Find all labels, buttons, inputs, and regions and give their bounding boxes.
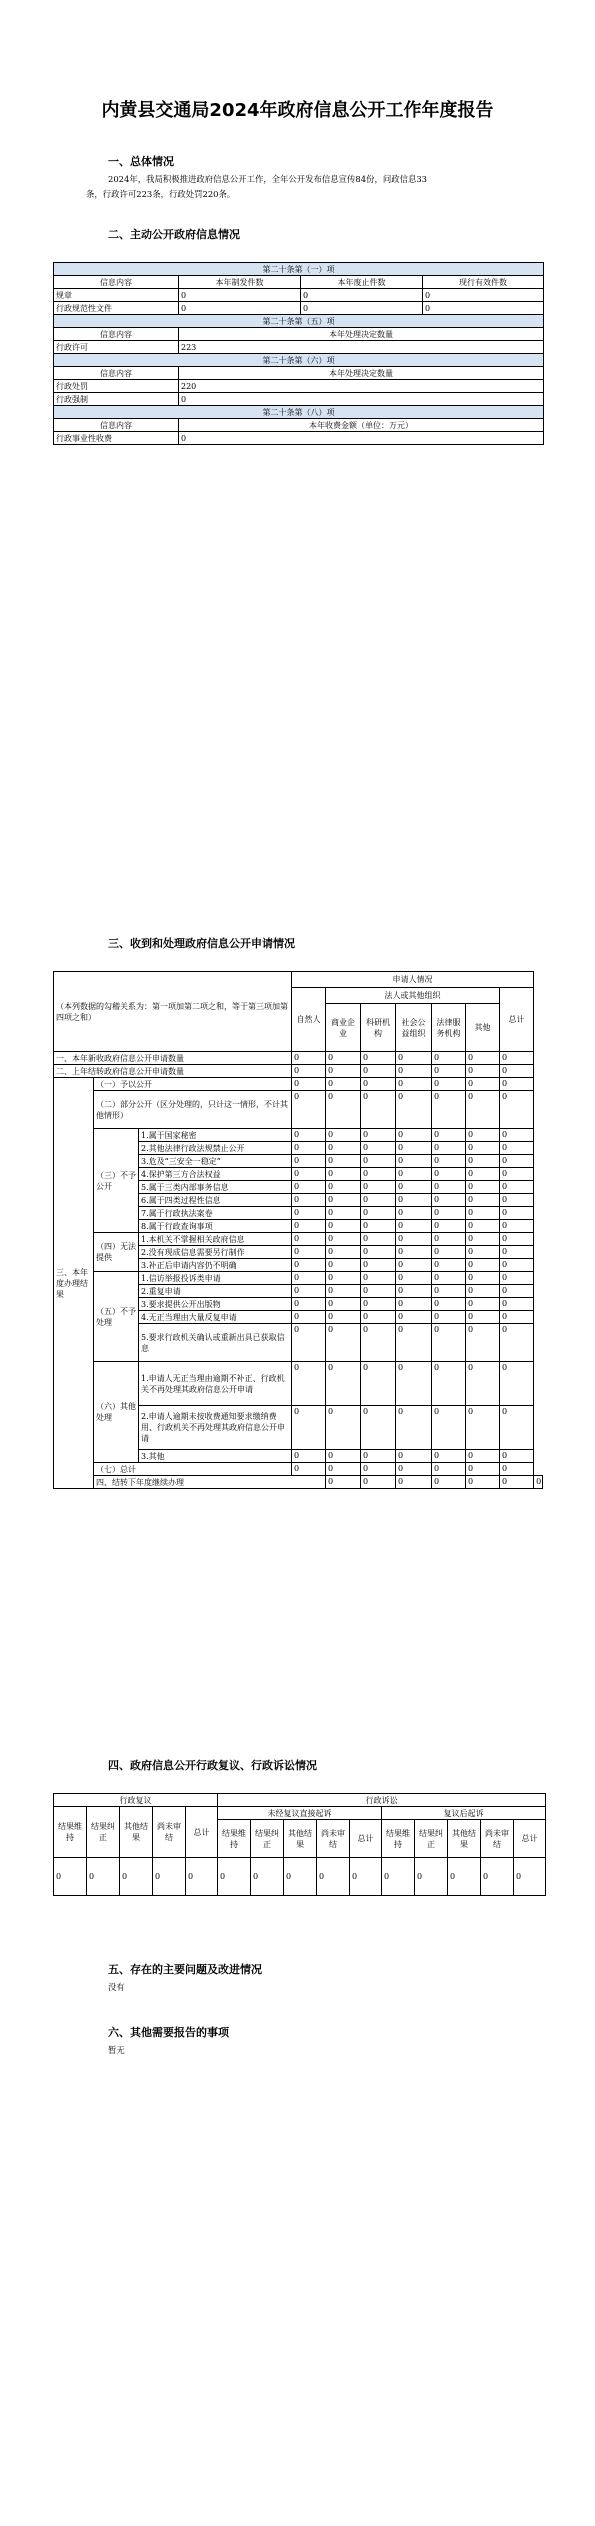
- col-header: 自然人: [292, 988, 326, 1052]
- value-cell: 0: [292, 1406, 326, 1450]
- value-cell: 0: [361, 1052, 396, 1065]
- value-cell: 0: [292, 1091, 326, 1129]
- value-cell: 0: [284, 1858, 317, 1896]
- value-cell: 0: [326, 1220, 361, 1233]
- row-label: 4.保护第三方合法权益: [139, 1168, 292, 1181]
- value-cell: 0: [292, 1450, 326, 1463]
- value-cell: 0: [361, 1324, 396, 1362]
- value-cell: 0: [432, 1463, 466, 1476]
- value-cell: 0: [432, 1406, 466, 1450]
- value-cell: 0: [326, 1233, 361, 1246]
- row-label: 1.信访举报投诉类申请: [139, 1272, 292, 1285]
- section-heading-requests: 三、收到和处理政府信息公开申请情况: [108, 937, 295, 950]
- row-label: 6.属于四类过程性信息: [139, 1194, 292, 1207]
- value-cell: 0: [466, 1052, 500, 1065]
- value-cell: 0: [432, 1142, 466, 1155]
- row-label: 3.其他: [139, 1450, 292, 1463]
- value-cell: 0: [500, 1311, 534, 1324]
- value-cell: 0: [361, 1078, 396, 1091]
- value-cell: 0: [361, 1168, 396, 1181]
- section-heading-review-litigation: 四、政府信息公开行政复议、行政诉讼情况: [108, 1759, 317, 1772]
- value-cell: 0: [292, 1129, 326, 1142]
- value-cell: 0: [87, 1858, 120, 1896]
- value-cell: 0: [415, 1858, 448, 1896]
- value-cell: 0: [396, 1220, 432, 1233]
- problems-text: 没有: [108, 1982, 125, 1992]
- overview-line-1: 2024年，我局积极推进政府信息公开工作，全年公开发布信息宣传84份，问政信息33: [108, 174, 427, 184]
- value-cell: 0: [432, 1091, 466, 1129]
- value-cell: 0: [361, 1246, 396, 1259]
- row-label: 1.申请人无正当理由逾期不补正、行政机关不再处理其政府信息公开申请: [139, 1362, 292, 1406]
- value-cell: 0: [466, 1463, 500, 1476]
- value-cell: 0: [292, 1207, 326, 1220]
- proactive-disclosure-table: [53, 262, 544, 445]
- table-cell: 行政处罚: [54, 380, 179, 393]
- value-cell: 0: [466, 1065, 500, 1078]
- row-label: 四、结转下年度继续办理: [94, 1476, 326, 1489]
- value-cell: 0: [466, 1078, 500, 1091]
- value-cell: 0: [500, 1324, 534, 1362]
- table-cell: 0: [423, 289, 544, 302]
- value-cell: 0: [326, 1052, 361, 1065]
- col-header: 社会公益组织: [396, 1004, 432, 1052]
- other-text: 暂无: [108, 2045, 125, 2055]
- value-cell: 0: [466, 1194, 500, 1207]
- review-col-header: 总计: [186, 1807, 218, 1858]
- value-cell: 0: [292, 1052, 326, 1065]
- value-cell: 0: [292, 1272, 326, 1285]
- value-cell: 0: [500, 1246, 534, 1259]
- value-cell: 0: [396, 1362, 432, 1406]
- value-cell: 0: [534, 1476, 543, 1489]
- value-cell: 0: [361, 1272, 396, 1285]
- value-cell: 0: [396, 1324, 432, 1362]
- lit-direct-header: 未经复议直接起诉: [218, 1807, 382, 1820]
- col-header: 其他: [466, 1004, 500, 1052]
- value-cell: 0: [326, 1078, 361, 1091]
- value-cell: 0: [292, 1065, 326, 1078]
- value-cell: 0: [396, 1091, 432, 1129]
- value-cell: 0: [361, 1311, 396, 1324]
- value-cell: 0: [361, 1450, 396, 1463]
- lit-col-header: 结果维持: [382, 1820, 415, 1858]
- row-label: 2.申请人逾期未按收费通知要求缴纳费用、行政机关不再处理其政府信息公开申请: [139, 1406, 292, 1450]
- value-cell: 0: [120, 1858, 153, 1896]
- value-cell: 0: [292, 1324, 326, 1362]
- table-cell: 0: [423, 302, 544, 315]
- value-cell: 0: [326, 1142, 361, 1155]
- lit-col-header: 总计: [514, 1820, 546, 1858]
- review-col-header: 结果纠正: [87, 1807, 120, 1858]
- col-header: 信息内容: [54, 419, 179, 432]
- value-cell: 0: [500, 1362, 534, 1406]
- value-cell: 0: [466, 1246, 500, 1259]
- section-heading-proactive: 二、主动公开政府信息情况: [108, 228, 240, 241]
- row-label: 3.危及“三安全一稳定”: [139, 1155, 292, 1168]
- row-label: 2.重复申请: [139, 1285, 292, 1298]
- value-cell: 0: [292, 1181, 326, 1194]
- col-header: 现行有效件数: [423, 276, 544, 289]
- requests-note: （本列数据的勾稽关系为：第一项加第二项之和，等于第三项加第四项之和）: [54, 972, 292, 1052]
- review-header: 行政复议: [54, 1794, 218, 1807]
- row-label: （七）总计: [94, 1463, 292, 1476]
- value-cell: 0: [466, 1298, 500, 1311]
- value-cell: 0: [466, 1129, 500, 1142]
- col-header: 商业企业: [326, 1004, 361, 1052]
- sub-group-label: （三）不予公开: [94, 1129, 139, 1233]
- value-cell: 0: [466, 1272, 500, 1285]
- value-cell: 0: [361, 1207, 396, 1220]
- value-cell: 0: [396, 1181, 432, 1194]
- value-cell: 0: [396, 1476, 432, 1489]
- value-cell: 0: [466, 1142, 500, 1155]
- value-cell: 0: [466, 1450, 500, 1463]
- table-cell: 0: [301, 289, 423, 302]
- value-cell: 0: [361, 1285, 396, 1298]
- value-cell: 0: [466, 1220, 500, 1233]
- value-cell: 0: [361, 1259, 396, 1272]
- table-cell: 223: [179, 341, 544, 354]
- value-cell: 0: [292, 1220, 326, 1233]
- row-label: 3.要求提供公开出版物: [139, 1298, 292, 1311]
- value-cell: 0: [396, 1285, 432, 1298]
- value-cell: 0: [396, 1078, 432, 1091]
- value-cell: 0: [326, 1463, 361, 1476]
- value-cell: 0: [361, 1155, 396, 1168]
- value-cell: 0: [396, 1142, 432, 1155]
- value-cell: 0: [432, 1285, 466, 1298]
- table-cell: 0: [179, 432, 544, 445]
- value-cell: 0: [361, 1142, 396, 1155]
- value-cell: 0: [432, 1181, 466, 1194]
- value-cell: 0: [326, 1311, 361, 1324]
- row-label: 8.属于行政查询事项: [139, 1220, 292, 1233]
- value-cell: 0: [466, 1285, 500, 1298]
- value-cell: 0: [466, 1311, 500, 1324]
- value-cell: 0: [500, 1142, 534, 1155]
- value-cell: 0: [466, 1207, 500, 1220]
- value-cell: 0: [500, 1129, 534, 1142]
- value-cell: 0: [361, 1476, 396, 1489]
- value-cell: 0: [466, 1259, 500, 1272]
- value-cell: 0: [326, 1168, 361, 1181]
- value-cell: 0: [292, 1155, 326, 1168]
- value-cell: 0: [361, 1129, 396, 1142]
- article-20-5-title: 第二十条第（五）项: [54, 315, 544, 328]
- value-cell: 0: [500, 1052, 534, 1065]
- value-cell: 0: [292, 1168, 326, 1181]
- section-heading-other: 六、其他需要报告的事项: [108, 2026, 229, 2039]
- value-cell: 0: [292, 1311, 326, 1324]
- value-cell: 0: [361, 1194, 396, 1207]
- sub-group-label: （六）其他处理: [94, 1362, 139, 1463]
- col-header: 法律服务机构: [432, 1004, 466, 1052]
- litigation-header: 行政诉讼: [218, 1794, 546, 1807]
- page-title: 内黄县交通局2024年政府信息公开工作年度报告: [101, 100, 494, 121]
- result-group-label: 三、本年度办理结果: [54, 1078, 94, 1489]
- row-label: 3.补正后申请内容仍不明确: [139, 1259, 292, 1272]
- value-cell: 0: [432, 1311, 466, 1324]
- value-cell: 0: [396, 1194, 432, 1207]
- table-cell: 行政事业性收费: [54, 432, 179, 445]
- value-cell: 0: [361, 1406, 396, 1450]
- col-header: 本年废止件数: [301, 276, 423, 289]
- value-cell: 0: [500, 1463, 534, 1476]
- row-label: 一、本年新收政府信息公开申请数量: [54, 1052, 292, 1065]
- col-header: 本年处理决定数量: [179, 328, 544, 341]
- value-cell: 0: [432, 1052, 466, 1065]
- value-cell: 0: [361, 1091, 396, 1129]
- value-cell: 0: [326, 1298, 361, 1311]
- article-20-8-title: 第二十条第（八）项: [54, 406, 544, 419]
- value-cell: 0: [500, 1298, 534, 1311]
- value-cell: 0: [292, 1142, 326, 1155]
- row-label: 4.无正当理由大量反复申请: [139, 1311, 292, 1324]
- row-label: 7.属于行政执法案卷: [139, 1207, 292, 1220]
- review-col-header: 结果维持: [54, 1807, 87, 1858]
- col-header: 科研机构: [361, 1004, 396, 1052]
- value-cell: 0: [326, 1091, 361, 1129]
- value-cell: 0: [500, 1155, 534, 1168]
- table-cell: 规章: [54, 289, 179, 302]
- lit-col-header: 尚未审结: [317, 1820, 350, 1858]
- value-cell: 0: [432, 1168, 466, 1181]
- table-cell: 行政规范性文件: [54, 302, 179, 315]
- row-label: 5.要求行政机关确认或重新出具已获取信息: [139, 1324, 292, 1362]
- value-cell: 0: [500, 1065, 534, 1078]
- value-cell: 0: [500, 1406, 534, 1450]
- col-header: 信息内容: [54, 367, 179, 380]
- value-cell: 0: [448, 1858, 481, 1896]
- value-cell: 0: [500, 1285, 534, 1298]
- value-cell: 0: [396, 1463, 432, 1476]
- sub-group-label: （五）不予处理: [94, 1272, 139, 1362]
- row-label: （一）予以公开: [94, 1078, 292, 1091]
- value-cell: 0: [292, 1233, 326, 1246]
- col-header: 本年处理决定数量: [179, 367, 544, 380]
- col-header: 信息内容: [54, 276, 179, 289]
- col-header: 信息内容: [54, 328, 179, 341]
- lit-col-header: 其他结果: [448, 1820, 481, 1858]
- sub-group-label: （四）无法提供: [94, 1233, 139, 1272]
- lit-col-header: 尚未审结: [481, 1820, 514, 1858]
- row-label: 5.属于三类内部事务信息: [139, 1181, 292, 1194]
- lit-col-header: 结果纠正: [415, 1820, 448, 1858]
- value-cell: 0: [361, 1220, 396, 1233]
- value-cell: 0: [432, 1259, 466, 1272]
- value-cell: 0: [326, 1272, 361, 1285]
- value-cell: 0: [432, 1246, 466, 1259]
- value-cell: 0: [292, 1246, 326, 1259]
- value-cell: 0: [500, 1233, 534, 1246]
- value-cell: 0: [432, 1298, 466, 1311]
- review-litigation-table: [53, 1793, 546, 1896]
- lit-col-header: 其他结果: [284, 1820, 317, 1858]
- value-cell: 0: [186, 1858, 218, 1896]
- value-cell: 0: [396, 1065, 432, 1078]
- article-20-6-title: 第二十条第（六）项: [54, 354, 544, 367]
- value-cell: 0: [350, 1858, 382, 1896]
- lit-col-header: 总计: [350, 1820, 382, 1858]
- value-cell: 0: [396, 1450, 432, 1463]
- value-cell: 0: [396, 1406, 432, 1450]
- value-cell: 0: [432, 1324, 466, 1362]
- value-cell: 0: [432, 1362, 466, 1406]
- value-cell: 0: [361, 1298, 396, 1311]
- table-cell: 0: [179, 289, 301, 302]
- value-cell: 0: [54, 1858, 87, 1896]
- section-heading-overview: 一、总体情况: [108, 155, 174, 168]
- row-label: 1.本机关不掌握相关政府信息: [139, 1233, 292, 1246]
- table-cell: 0: [301, 302, 423, 315]
- value-cell: 0: [326, 1324, 361, 1362]
- value-cell: 0: [432, 1194, 466, 1207]
- row-label: 1.属于国家秘密: [139, 1129, 292, 1142]
- value-cell: 0: [292, 1194, 326, 1207]
- value-cell: 0: [432, 1450, 466, 1463]
- requests-table: [53, 971, 543, 1489]
- review-col-header: 其他结果: [120, 1807, 153, 1858]
- value-cell: 0: [361, 1181, 396, 1194]
- value-cell: 0: [396, 1129, 432, 1142]
- value-cell: 0: [500, 1207, 534, 1220]
- row-label: （二）部分公开（区分处理的，只计这一情形，不计其他情形）: [94, 1091, 292, 1129]
- lit-col-header: 结果纠正: [251, 1820, 284, 1858]
- value-cell: 0: [361, 1233, 396, 1246]
- value-cell: 0: [396, 1311, 432, 1324]
- value-cell: 0: [481, 1858, 514, 1896]
- value-cell: 0: [396, 1168, 432, 1181]
- row-label: 二、上年结转政府信息公开申请数量: [54, 1065, 292, 1078]
- value-cell: 0: [326, 1129, 361, 1142]
- value-cell: 0: [326, 1207, 361, 1220]
- value-cell: 0: [218, 1858, 251, 1896]
- article-20-1-title: 第二十条第（一）项: [54, 263, 544, 276]
- value-cell: 0: [326, 1476, 361, 1489]
- value-cell: 0: [326, 1065, 361, 1078]
- value-cell: 0: [500, 1078, 534, 1091]
- value-cell: 0: [500, 1091, 534, 1129]
- table-cell: 行政许可: [54, 341, 179, 354]
- value-cell: 0: [326, 1362, 361, 1406]
- value-cell: 0: [500, 1476, 534, 1489]
- value-cell: 0: [396, 1272, 432, 1285]
- value-cell: 0: [361, 1065, 396, 1078]
- value-cell: 0: [500, 1194, 534, 1207]
- value-cell: 0: [292, 1362, 326, 1406]
- value-cell: 0: [326, 1246, 361, 1259]
- value-cell: 0: [326, 1450, 361, 1463]
- value-cell: 0: [382, 1858, 415, 1896]
- lit-col-header: 结果维持: [218, 1820, 251, 1858]
- value-cell: 0: [326, 1181, 361, 1194]
- value-cell: 0: [361, 1463, 396, 1476]
- col-header: 本年制发件数: [179, 276, 301, 289]
- value-cell: 0: [514, 1858, 546, 1896]
- col-header: 总计: [500, 988, 534, 1052]
- value-cell: 0: [292, 1463, 326, 1476]
- table-cell: 0: [179, 393, 544, 406]
- value-cell: 0: [326, 1285, 361, 1298]
- table-cell: 行政强制: [54, 393, 179, 406]
- value-cell: 0: [432, 1207, 466, 1220]
- section-heading-problems: 五、存在的主要问题及改进情况: [108, 1963, 262, 1976]
- value-cell: 0: [251, 1858, 284, 1896]
- value-cell: 0: [466, 1406, 500, 1450]
- value-cell: 0: [292, 1285, 326, 1298]
- value-cell: 0: [466, 1168, 500, 1181]
- value-cell: 0: [500, 1259, 534, 1272]
- value-cell: 0: [361, 1362, 396, 1406]
- value-cell: 0: [317, 1858, 350, 1896]
- value-cell: 0: [432, 1155, 466, 1168]
- value-cell: 0: [396, 1207, 432, 1220]
- value-cell: 0: [500, 1272, 534, 1285]
- value-cell: 0: [500, 1181, 534, 1194]
- value-cell: 0: [432, 1220, 466, 1233]
- overview-line-2: 条，行政许可223条，行政处罚220条。: [86, 189, 236, 199]
- value-cell: 0: [326, 1155, 361, 1168]
- value-cell: 0: [466, 1233, 500, 1246]
- value-cell: 0: [432, 1476, 466, 1489]
- value-cell: 0: [396, 1155, 432, 1168]
- legal-entity-header: 法人或其他组织: [326, 988, 500, 1004]
- value-cell: 0: [326, 1194, 361, 1207]
- value-cell: 0: [466, 1476, 500, 1489]
- row-label: 2.其他法律行政法规禁止公开: [139, 1142, 292, 1155]
- value-cell: 0: [432, 1129, 466, 1142]
- value-cell: 0: [466, 1181, 500, 1194]
- value-cell: 0: [432, 1065, 466, 1078]
- value-cell: 0: [500, 1220, 534, 1233]
- value-cell: 0: [396, 1052, 432, 1065]
- value-cell: 0: [466, 1324, 500, 1362]
- table-cell: 220: [179, 380, 544, 393]
- value-cell: 0: [396, 1233, 432, 1246]
- value-cell: 0: [292, 1298, 326, 1311]
- value-cell: 0: [396, 1246, 432, 1259]
- value-cell: 0: [500, 1450, 534, 1463]
- value-cell: 0: [326, 1259, 361, 1272]
- value-cell: 0: [432, 1233, 466, 1246]
- value-cell: 0: [432, 1078, 466, 1091]
- table-cell: 0: [179, 302, 301, 315]
- value-cell: 0: [500, 1168, 534, 1181]
- value-cell: 0: [396, 1298, 432, 1311]
- value-cell: 0: [466, 1155, 500, 1168]
- value-cell: 0: [292, 1078, 326, 1091]
- row-label: 2.没有现成信息需要另行制作: [139, 1246, 292, 1259]
- applicant-header: 申请人情况: [292, 972, 534, 988]
- value-cell: 0: [466, 1091, 500, 1129]
- value-cell: 0: [396, 1259, 432, 1272]
- value-cell: 0: [326, 1406, 361, 1450]
- value-cell: 0: [466, 1362, 500, 1406]
- value-cell: 0: [432, 1272, 466, 1285]
- value-cell: 0: [153, 1858, 186, 1896]
- review-col-header: 尚未审结: [153, 1807, 186, 1858]
- lit-after-review-header: 复议后起诉: [382, 1807, 546, 1820]
- value-cell: 0: [292, 1259, 326, 1272]
- col-header: 本年收费金额（单位：万元）: [179, 419, 544, 432]
